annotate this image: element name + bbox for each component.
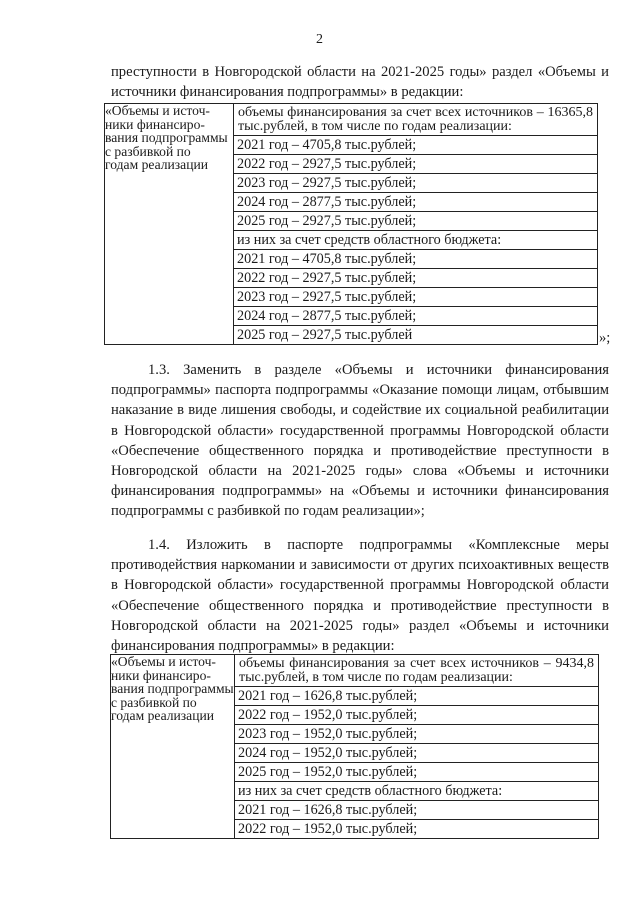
funding-row: 2024 год – 2877,5 тыс.рублей; xyxy=(234,306,597,325)
table-right-cell xyxy=(235,655,599,839)
paragraph-1-3 xyxy=(111,360,609,522)
funding-header: объемы финансирования за счет всех источников – 16365,8 тыс.рублей, в том числе по годам реализации: xyxy=(238,105,593,134)
funding-row: 2021 год – 4705,8 тыс.рублей; xyxy=(234,249,597,268)
funding-row: 2025 год – 2927,5 тыс.рублей; xyxy=(234,211,597,230)
intro-paragraph xyxy=(111,62,609,102)
funding-table-2 xyxy=(110,654,599,839)
funding-row: 2022 год – 1952,0 тыс.рублей; xyxy=(235,819,598,838)
table-right-cell xyxy=(234,104,598,345)
funding-row: 2024 год – 2877,5 тыс.рублей; xyxy=(234,192,597,211)
page-number: 2 xyxy=(316,32,323,47)
funding-row: 2025 год – 1952,0 тыс.рублей; xyxy=(235,762,598,781)
paragraph-1-4-text: 1.4. Изложить в паспорте подпрограммы «Комплексные меры противодействия наркомании и зависимости от других психоактивных веществ в Новгородской области» государственной программы Новгородской области «Обеспечение общественного порядка и противодействие преступности в Новгородской области на 2021-2025 годы» раздел «Объемы и источники финансирования подпрограммы» в редакции: xyxy=(111,537,609,655)
table-closing-mark: »; xyxy=(599,330,611,346)
funding-row: 2022 год – 2927,5 тыс.рублей; xyxy=(234,154,597,173)
funding-row: 2021 год – 1626,8 тыс.рублей; xyxy=(235,800,598,819)
paragraph-1-3-text: 1.3. Заменить в разделе «Объемы и источники финансирования подпрограммы» паспорта подпрограммы «Оказание помощи лицам, отбывшим наказание в виде лишения свободы, и содействие их социальной реабилитации в Новгородской области» государственной программы Новгородской области «Обеспечение общественного порядка и противодействие преступности в Новгородской области на 2021-2025 годы» слова «Объемы и источники финансирования подпрограммы» на «Объемы и источники финансирования подпрограммы с разбивкой по годам реализации»; xyxy=(111,362,609,520)
table-left-label xyxy=(105,104,234,345)
funding-row: 2023 год – 2927,5 тыс.рублей; xyxy=(234,287,597,306)
funding-row: 2021 год – 4705,8 тыс.рублей; xyxy=(234,135,597,154)
funding-row: 2022 год – 1952,0 тыс.рублей; xyxy=(235,705,598,724)
table-row xyxy=(105,104,598,345)
funding-row: 2022 год – 2927,5 тыс.рублей; xyxy=(234,268,597,287)
funding-row: 2023 год – 2927,5 тыс.рублей; xyxy=(234,173,597,192)
funding-row: из них за счет средств областного бюджета: xyxy=(234,230,597,249)
left-label-text: «Объемы и источ- ники финансиро- вания подпрограммы с разбивкой по годам реализации xyxy=(105,103,228,173)
table-row xyxy=(111,655,599,839)
funding-row: 2025 год – 2927,5 тыс.рублей xyxy=(234,325,597,344)
funding-row: 2024 год – 1952,0 тыс.рублей; xyxy=(235,743,598,762)
intro-paragraph-text: преступности в Новгородской области на 2021-2025 годы» раздел «Объемы и источники финансирования подпрограммы» в редакции: xyxy=(111,64,609,101)
table-left-label xyxy=(111,655,235,839)
funding-row: 2023 год – 1952,0 тыс.рублей; xyxy=(235,724,598,743)
paragraph-1-4 xyxy=(111,535,609,656)
funding-row: 2021 год – 1626,8 тыс.рублей; xyxy=(235,686,598,705)
left-label-text: «Объемы и источ- ники финансиро- вания подпрограммы с разбивкой по годам реализации xyxy=(111,654,234,724)
funding-row: из них за счет средств областного бюджета: xyxy=(235,781,598,800)
funding-header: объемы финансирования за счет всех источников – 9434,8 тыс.рублей, в том числе по годам реализации: xyxy=(239,656,594,685)
funding-table-1 xyxy=(104,103,598,345)
